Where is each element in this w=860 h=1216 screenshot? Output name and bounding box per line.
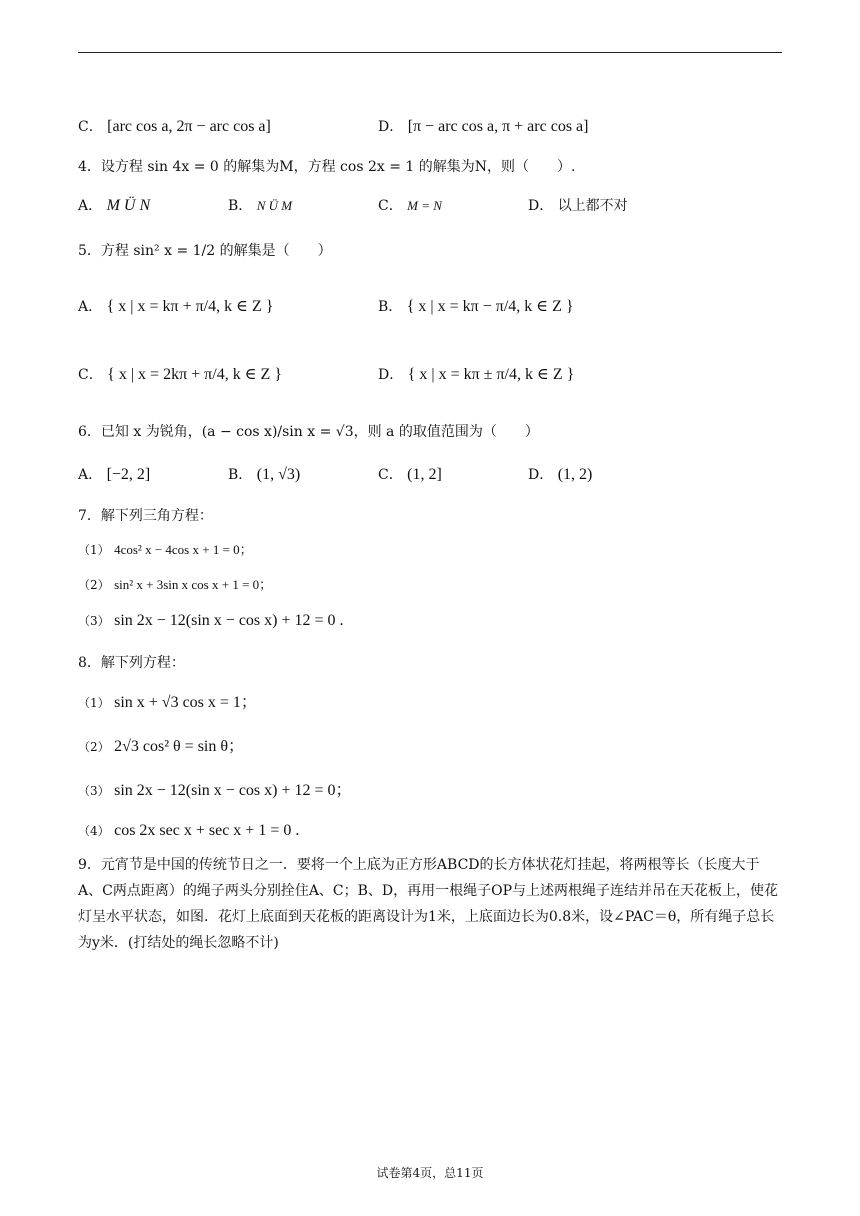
- q5-option-b: B． { x | x = kπ − π/4, k ∈ Z }: [378, 298, 574, 315]
- q7-item-1: （1） 4cos² x − 4cos x + 1 = 0；: [78, 542, 253, 557]
- q8-stem: 8．解下列方程：: [78, 655, 185, 671]
- q8-item-3: （3） sin 2x − 12(sin x − cos x) + 12 = 0；: [78, 782, 352, 799]
- q6-option-b: B． (1, √3): [228, 466, 301, 483]
- q4-stem: 4．设方程 sin 4x = 0 的解集为M，方程 cos 2x = 1 的解集为N，则（ ）.: [78, 159, 576, 175]
- q6-option-c: C． (1, 2]: [378, 466, 442, 483]
- q7-stem: 7．解下列三角方程：: [78, 508, 213, 524]
- q5-stem: 5．方程 sin² x = 1/2 的解集是（ ）: [78, 243, 332, 259]
- header-rule: [78, 52, 782, 53]
- q8-item-4: （4） cos 2x sec x + sec x + 1 = 0 .: [78, 822, 300, 839]
- q4-option-d: D． 以上都不对: [528, 198, 628, 214]
- q9-text: 9．元宵节是中国的传统节日之一．要将一个上底为正方形ABCD的长方体状花灯挂起，将两根等长（长度大于A、C两点距离）的绳子两头分别拴住A、C；B、D，再用一根绳子OP与上述两根绳子连结并吊在天花板上，使花灯呈水平状态，如图．花灯上底面到天花板的距离设计为1米，上底面边长为0.8米，设∠PAC＝θ，所有绳子总长为y米．(打结处的绳长忽略不计): [78, 857, 779, 951]
- q4-option-b: B． N Ü M: [228, 198, 293, 214]
- q7-item-3: （3） sin 2x − 12(sin x − cos x) + 12 = 0 .: [78, 612, 344, 629]
- q4-option-a: A． M Ü N: [78, 197, 151, 214]
- q3-option-d: D． [π − arc cos a, π + arc cos a]: [378, 118, 589, 135]
- q6-stem: 6．已知 x 为锐角，(a − cos x)/sin x = √3，则 a 的取值范围为（ ）: [78, 424, 539, 440]
- q4-option-c: C． M = N: [378, 198, 442, 214]
- q7-item-2: （2） sin² x + 3sin x cos x + 1 = 0；: [78, 577, 273, 592]
- q8-item-1: （1） sin x + √3 cos x = 1；: [78, 694, 257, 711]
- q6-option-a: A． [−2, 2]: [78, 466, 151, 483]
- q3-option-c: C． [arc cos a, 2π − arc cos a]: [78, 118, 271, 135]
- page-footer: 试卷第4页，总11页: [376, 1166, 484, 1180]
- q8-item-2: （2） 2√3 cos² θ = sin θ；: [78, 738, 245, 755]
- q5-option-c: C． { x | x = 2kπ + π/4, k ∈ Z }: [78, 366, 282, 383]
- q6-option-d: D． (1, 2): [528, 466, 593, 483]
- q5-option-d: D． { x | x = kπ ± π/4, k ∈ Z }: [378, 366, 575, 383]
- q5-option-a: A． { x | x = kπ + π/4, k ∈ Z }: [78, 298, 274, 315]
